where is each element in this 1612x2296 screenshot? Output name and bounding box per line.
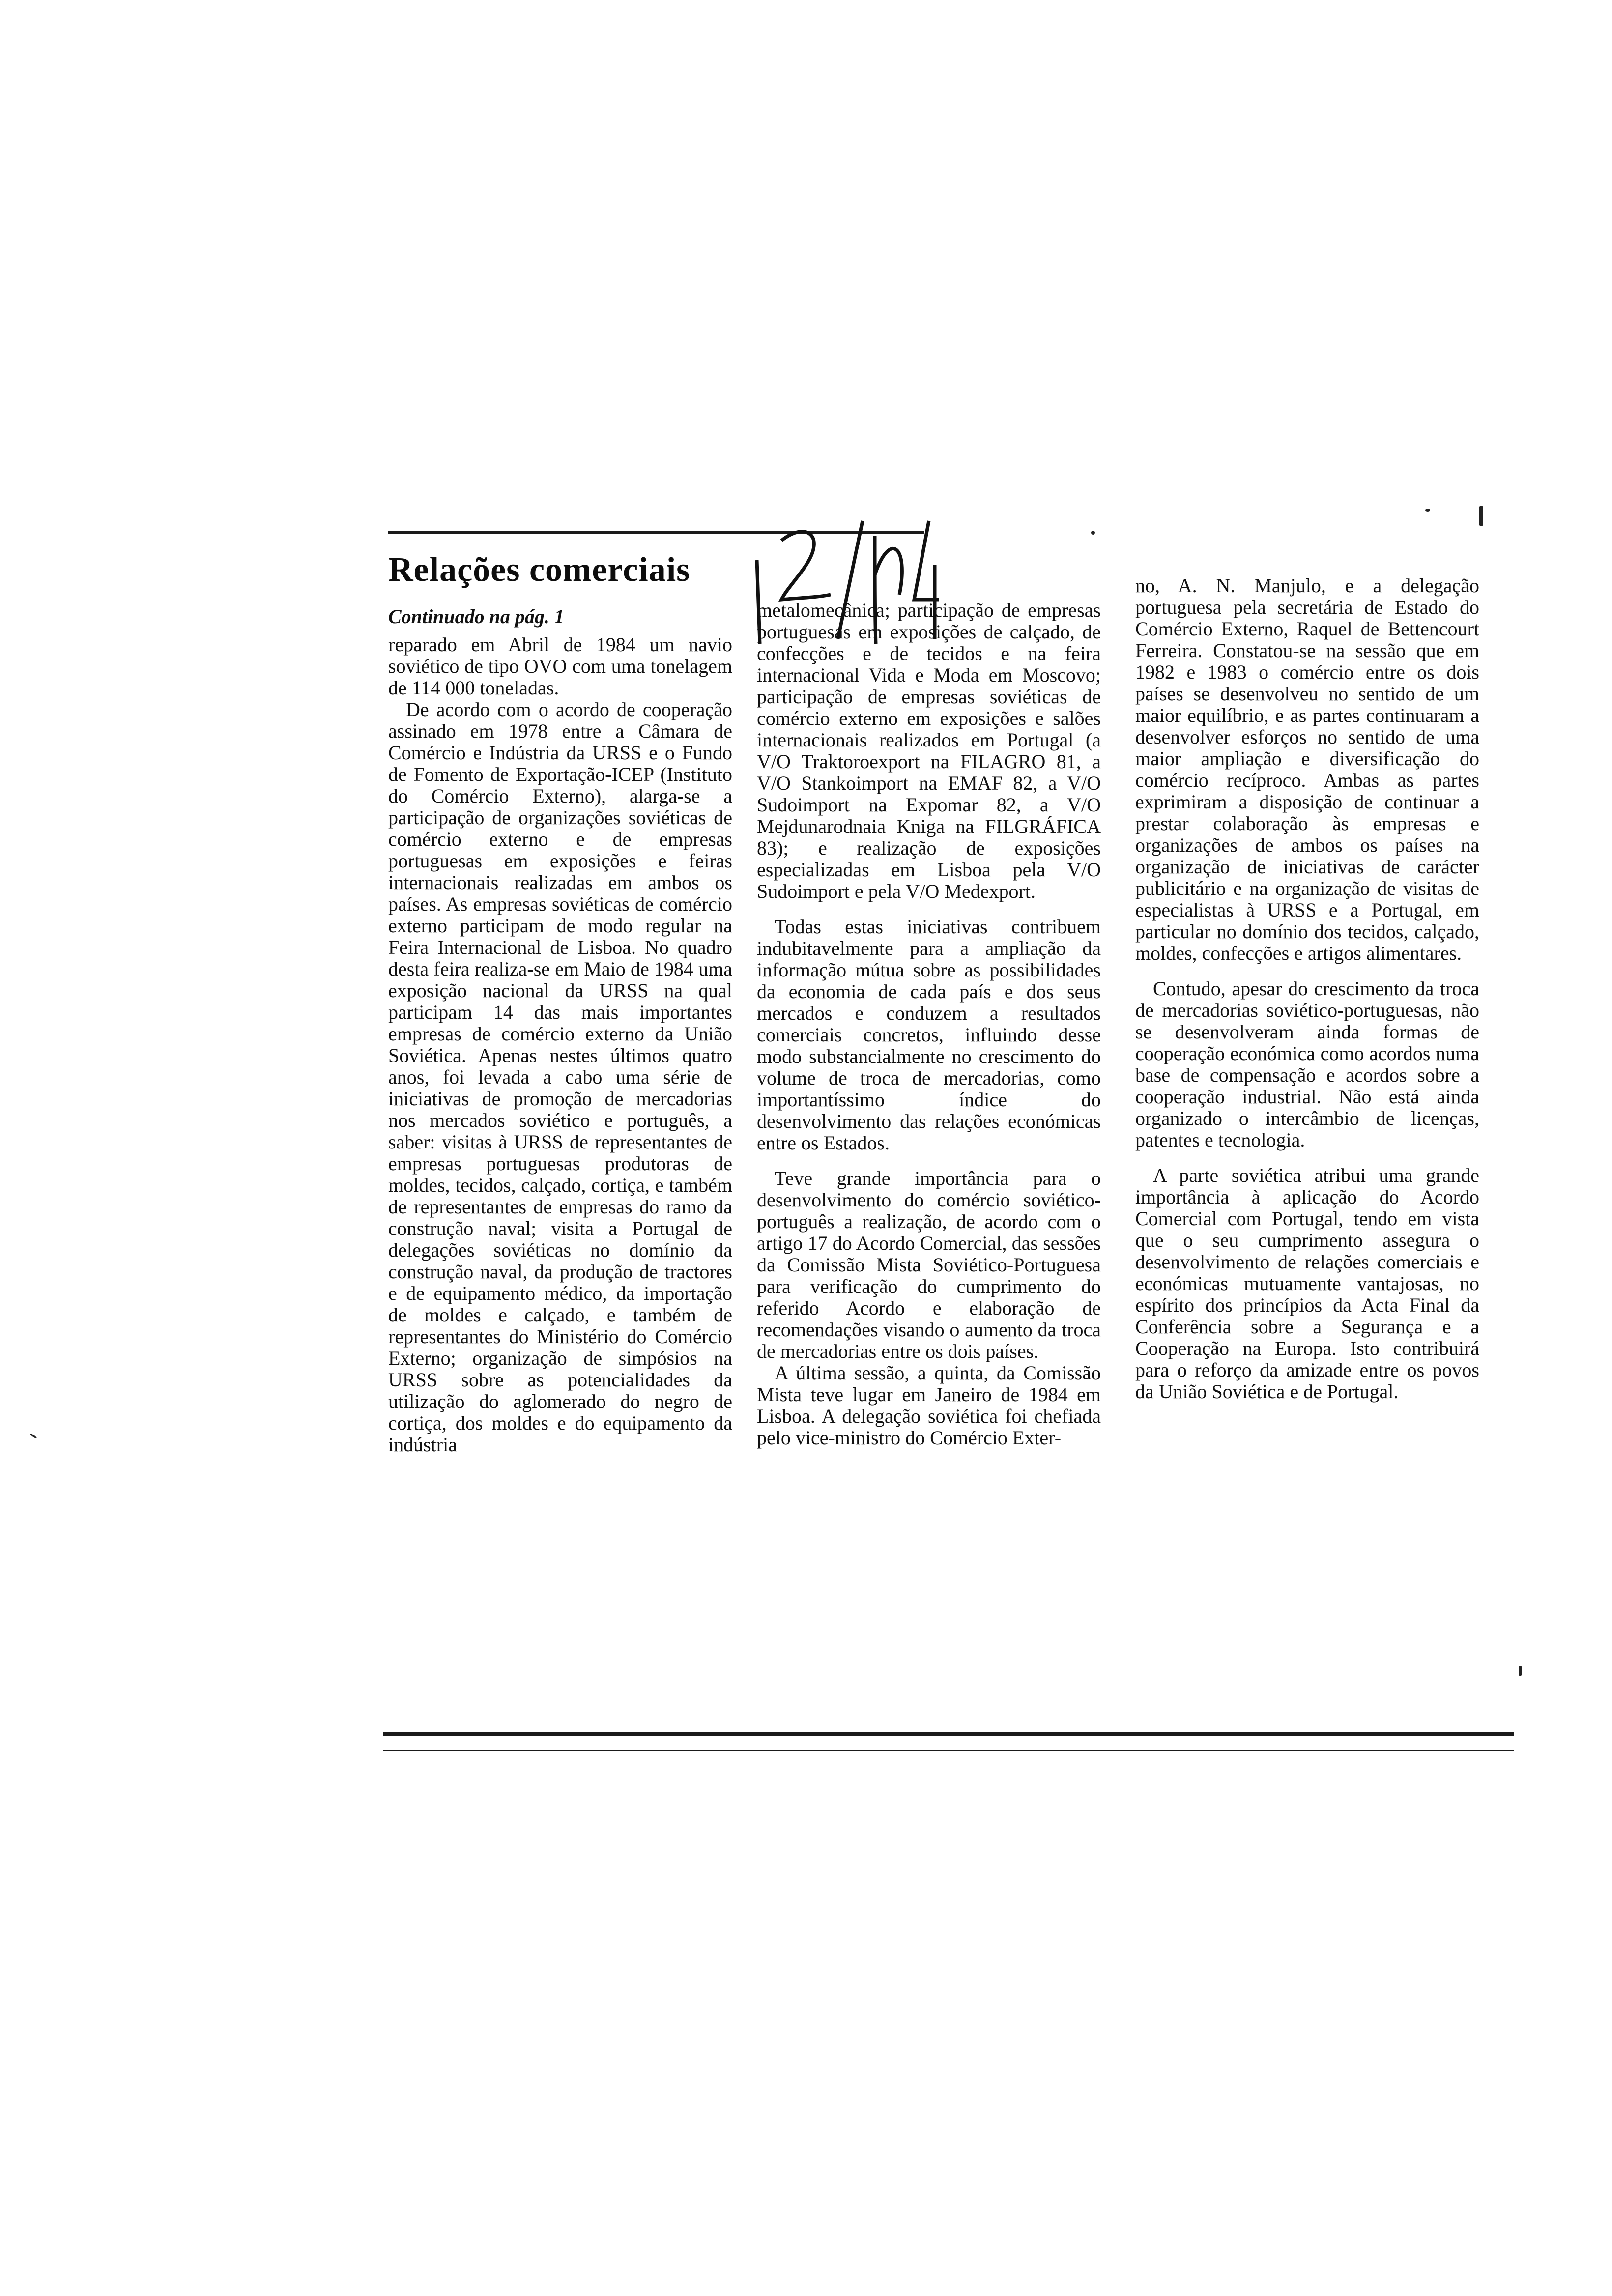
top-rule: [388, 531, 924, 534]
newspaper-clipping: [378, 501, 1528, 1759]
paragraph: metalomecânica; participação de empresas portuguesas em exposições de calçado, de confecções e de tecidos e na feira internacional Vida e Moda em Moscovo; participação de empresas soviéticas de comércio externo em exposições e salões internacionais realizados em Portugal (a V/O Traktoroexport na FILAGRO 81, a V/O Stankoimport na EMAF 82, a V/O Sudoimport na Expomar 82, a V/O Mejdunarodnaia Kniga na FILGRÁFICA 83); e realização de exposições especializadas em Lisboa pela V/O Sudoimport e pela V/O Medexport.: [757, 599, 1101, 902]
scan-speck: [1519, 1666, 1522, 1676]
paragraph: Teve grande importância para o desenvolvimento do comércio soviético-português a realização, de acordo com o artigo 17 do Acordo Comercial, das sessões da Comissão Mista Soviético-Portuguesa para verificação do cumprimento do referido Acordo e elaboração de recomendações visando o aumento da troca de mercadorias entre os dois países.: [757, 1167, 1101, 1362]
paragraph: A última sessão, a quinta, da Comissão Mista teve lugar em Janeiro de 1984 em Lisboa. A delegação soviética foi chefiada pelo vice-ministro do Comércio Exter-: [757, 1362, 1101, 1449]
scan-speck: [1479, 506, 1483, 526]
paragraph: A parte soviética atribui uma grande importância à aplicação do Acordo Comercial com Portugal, tendo em vista que o seu cumprimento assegura o desenvolvimento de relações comerciais e económicas mutuamente vantajosas, no espírito dos princípios da Acta Final da Conferência sobre a Segurança e a Cooperação na Europa. Isto contribuirá para o reforço da amizade entre os povos da União Soviética e de Portugal.: [1135, 1164, 1479, 1403]
bottom-rule: [383, 1732, 1514, 1736]
paragraph: Contudo, apesar do crescimento da troca de mercadorias soviético-portuguesas, não se desenvolveram ainda formas de cooperação económica como acordos numa base de compensação e acordos sobre a cooperação industrial. Não está ainda organizado o intercâmbio de licenças, patentes e tecnologia.: [1135, 977, 1479, 1151]
scan-speck: [29, 1433, 37, 1439]
article-headline: Relações comerciais: [388, 551, 691, 589]
paragraph: no, A. N. Manjulo, e a delegação portuguesa pela secretária de Estado do Comércio Externo, Raquel de Bettencourt Ferreira. Constatou-se na sessão que em 1982 e 1983 o comércio entre os dois países se desenvolveu no sentido de um maior equilíbrio, e as partes continuaram a desenvolver esforços no sentido de uma maior ampliação e diversificação do comércio recíproco. Ambas as partes exprimiram a disposição de continuar a prestar colaboração às empresas e organizações de ambos os países na organização de iniciativas de carácter publicitário e na organização de visitas de especialistas à URSS e a Portugal, em particular no domínio dos tecidos, calçado, moldes, confecções e artigos alimentares.: [1135, 574, 1479, 964]
bottom-rule-thin: [383, 1750, 1514, 1751]
article-column-1: [388, 634, 732, 1456]
scan-speck: [1425, 509, 1430, 512]
article-column-2: [757, 600, 1101, 1449]
paragraph: De acordo com o acordo de cooperação assinado em 1978 entre a Câmara de Comércio e Indústria da URSS e o Fundo de Fomento de Exportação-ICEP (Instituto do Comércio Externo), alarga-se a participação de organizações soviéticas de comércio externo e de empresas portuguesas em exposições e feiras internacionais realizadas em ambos os países. As empresas soviéticas de comércio externo participam de modo regular na Feira Internacional de Lisboa. No quadro desta feira realiza-se em Maio de 1984 uma exposição nacional da URSS na qual participam 14 das mais importantes empresas de comércio externo da União Soviética. Apenas nestes últimos quatro anos, foi levada a cabo uma série de iniciativas de promoção de mercadorias nos mercados soviético e português, a saber: visitas à URSS de representantes de empresas portuguesas produtoras de moldes, tecidos, calçado, cortiça, e também de representantes de empresas do ramo da construção naval; visita a Portugal de delegações soviéticas no domínio da construção naval, da produção de tractores e de equipamento médico, da importação de moldes e calçado, e também de representantes do Ministério do Comércio Externo; organização de simpósios na URSS sobre as potencialidades da utilização do aglomerado do negro de cortiça, dos moldes e do equipamento da indústria: [388, 698, 732, 1456]
continued-note: Continuado na pág. 1: [388, 605, 564, 628]
scan-speck: [1091, 531, 1095, 535]
article-column-3: [1135, 575, 1479, 1403]
paragraph: Todas estas iniciativas contribuem indubitavelmente para a ampliação da informação mútua sobre as possibilidades da economia de cada país e dos seus mercados e conduzem a resultados comerciais concretos, influindo desse modo substancialmente no crescimento do volume de troca de mercadorias, como importantíssimo índice do desenvolvimento das relações económicas entre os Estados.: [757, 916, 1101, 1154]
paragraph: reparado em Abril de 1984 um navio soviético de tipo OVO com uma tonelagem de 114 000 toneladas.: [388, 633, 732, 699]
